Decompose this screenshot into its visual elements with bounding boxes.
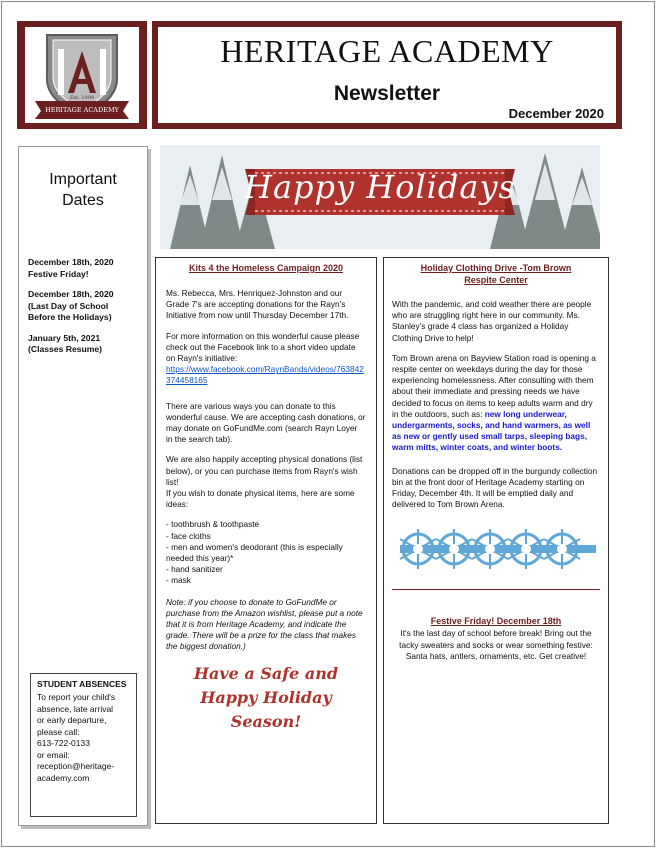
list-item: - face cloths xyxy=(166,530,211,541)
clothing-paragraph-text: Tom Brown arena on Bayview Station road is opening a respite center on weekdays during the day for those experiencing homelessness. After consulting with them about their immediate and pressing needs we have decided to focus on items to keep adults warm and dry in the outdoors, such as: xyxy=(392,352,596,419)
issue-date: December 2020 xyxy=(508,106,604,121)
donation-note: Note: if you choose to donate to GoFundMe or purchase from the Amazon wishlist, please put a note that it is from Heritage Academy, and indicate the grade. There will be a prize for the class that makes the biggest donation.) xyxy=(166,596,363,652)
newsletter-label: Newsletter xyxy=(333,82,441,105)
important-dates-list xyxy=(28,257,148,365)
logo-frame xyxy=(17,21,147,129)
clothing-drive-column xyxy=(383,257,609,824)
closing-line: Season! xyxy=(230,711,302,731)
closing-line: Happy Holiday xyxy=(200,687,332,707)
kits-paragraph: Ms. Rebecca, Mrs. Henriquez-Johnston and our Grade 7's are accepting donations for the Rayn's Initiative from now until Thursday December 17th. xyxy=(166,288,349,321)
clothing-drive-title: Holiday Clothing Drive -Tom Brown Respite Center xyxy=(420,263,572,285)
date-line: Before the Holidays) xyxy=(28,312,112,322)
kits-campaign-column xyxy=(155,257,377,824)
absences-phone: 613-722-0133 xyxy=(37,738,90,748)
logo-established: Est. 1999 xyxy=(69,95,95,101)
sidebar-heading-line2: Dates xyxy=(62,192,104,209)
list-item: - toothbrush & toothpaste xyxy=(166,519,260,530)
absences-title: STUDENT ABSENCES xyxy=(37,679,127,689)
clothing-paragraph: Donations can be dropped off in the burgundy collection bin at the front door of Heritage Academy starting on Friday, December 4th. It will be emptied daily and delivered to Tom Brown Arena. xyxy=(392,465,598,510)
date-item xyxy=(28,257,148,280)
closing-line: Have a Safe and xyxy=(193,663,339,683)
banner-text: Happy Holidays xyxy=(244,168,516,206)
date-item xyxy=(28,333,148,356)
date-line: (Last Day of School xyxy=(28,300,109,311)
date-line: Festive Friday! xyxy=(28,268,89,279)
sidebar-heading-line1: Important xyxy=(49,171,117,188)
date-line: December 18th, 2020 xyxy=(28,289,114,299)
kits-paragraph: There are various ways you can donate to this wonderful cause. We are accepting cash donations, or may donate on GoFundMe.com (search Rayn Loyer in the search tab). xyxy=(166,400,366,445)
absences-line: or email: xyxy=(37,749,70,760)
absences-line: or early departure, xyxy=(37,715,107,725)
date-line: January 5th, 2021 xyxy=(28,332,101,343)
school-logo xyxy=(25,27,139,123)
logo-ribbon-text: HERITAGE ACADEMY xyxy=(45,106,119,114)
donation-list xyxy=(166,519,366,586)
absences-line: please call: xyxy=(37,726,80,737)
kits-campaign-title: Kits 4 the Homeless Campaign 2020 xyxy=(188,263,344,273)
clothing-paragraph xyxy=(392,353,600,454)
absences-email[interactable]: academy.com xyxy=(37,772,90,783)
holiday-banner xyxy=(160,145,600,249)
list-item: - men and women's deodorant (this is especially needed this year)* xyxy=(166,541,343,564)
festive-friday-title: Festive Friday! December 18th xyxy=(430,616,562,627)
closing-message xyxy=(166,662,366,734)
sidebar-heading xyxy=(19,169,147,211)
masthead xyxy=(152,21,622,129)
section-divider xyxy=(392,589,600,590)
festive-friday-body: It's the last day of school before break! Bring out the tacky sweaters and socks or wear something festive: Santa hats, antlers, ornaments, etc. Get creative! xyxy=(399,628,593,662)
snowflakes-icon xyxy=(392,519,600,579)
needed-items-highlight: new long underwear, undergarments, socks, and hand warmers, as well as new or gently used small tarps, sleeping bags, warm mitts, winter coats, and winter boots. xyxy=(392,408,591,453)
school-name: HERITAGE ACADEMY xyxy=(220,33,554,69)
list-item: - mask xyxy=(166,575,191,586)
absences-line: absence, late arrival xyxy=(37,703,114,714)
kits-paragraph: If you wish to donate physical items, here are some ideas: xyxy=(166,488,355,510)
facebook-link[interactable]: https://www.facebook.com/RaynBands/videos/763842374458165 xyxy=(166,364,364,386)
kits-paragraph: We are also happily accepting physical donations (list below), or you can purchase items from Rayn's wish list! xyxy=(166,454,363,487)
list-item: - hand sanitizer xyxy=(166,564,223,575)
absences-email[interactable]: reception@heritage- xyxy=(37,761,115,771)
clothing-paragraph: With the pandemic, and cold weather there are people who are struggling right here in our community. Ms. Stanley's grade 4 class has organized a Holiday Clothing Drive to help! xyxy=(392,299,592,343)
student-absences-box xyxy=(30,673,137,817)
kits-paragraph: For more information on this wonderful cause please check out the Facebook link to a short video update on Rayn's initiative: xyxy=(166,330,360,364)
date-line: (Classes Resume) xyxy=(28,344,103,354)
date-line: December 18th, 2020 xyxy=(28,257,114,267)
absences-line: To report your child's xyxy=(37,692,116,702)
sidebar xyxy=(18,146,148,826)
masthead-inner xyxy=(158,27,616,123)
date-item xyxy=(28,289,148,324)
